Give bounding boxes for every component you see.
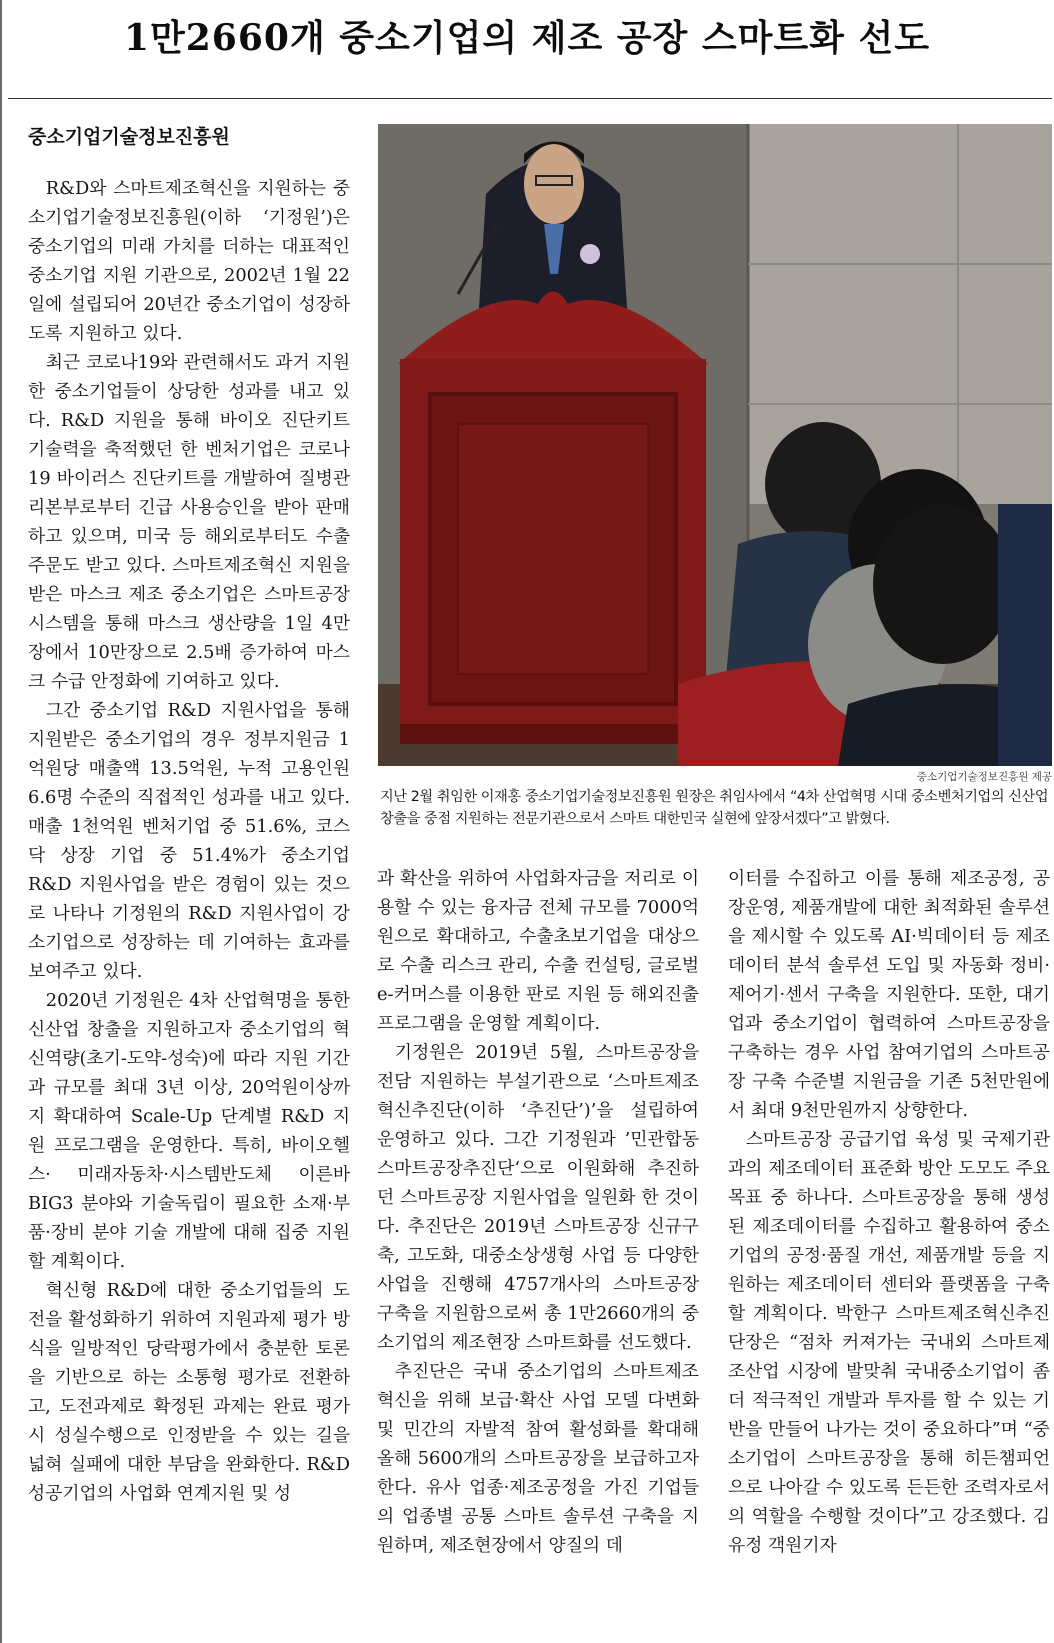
paragraph: 최근 코로나19와 관련해서도 과거 지원한 중소기업들이 상당한 성과를 내고 있다. R&D 지원을 통해 바이오 진단키트 기술력을 축적했던 한 벤처기업은 코로나19 바이러스 진단키트를 개발하여 질병관리본부로부터 긴급 사용승인을 받아 판매하고 있으며, 미국 등 해외로부터도 수출 주문도 받고 있다. 스마트제조혁신 지원을 받은 마스크 제조 중소기업은 스마트공장시스템을 통해 마스크 생산량을 1일 4만장에서 10만장으로 2.5배 증가하여 마스크 수급 안정화에 기여하고 있다. [28,352,350,692]
article-column-1 [28,174,350,1643]
photo-credit: 중소기업기술정보진흥원 제공 [916,771,1052,783]
paragraph: 이터를 수집하고 이를 통해 제조공정, 공장운영, 제품개발에 대한 최적화된 솔루션을 제시할 수 있도록 AI·빅데이터 등 제조데이터 분석 솔루션 도입 및 자동화 정비·제어기·센서 구축을 지원한다. 또한, 대기업과 중소기업이 협력하여 스마트공장을 구축하는 경우 사업 참여기업의 스마트공장 구축 수준별 지원금을 기존 5천만원에서 최대 9천만원까지 상향한다. [728,868,1050,1121]
paragraph: R&D와 스마트제조혁신을 지원하는 중소기업기술정보진흥원(이하 ‘기정원’)은 중소기업의 미래 가치를 더하는 대표적인 중소기업 지원 기관으로, 2002년 1월 22일에 설립되어 20년간 중소기업이 성장하도록 지원하고 있다. [28,178,350,344]
article-column-2 [377,864,699,1643]
article-headline: 1만2660개 중소기업의 제조 공장 스마트화 선도 [123,17,931,59]
speaker-at-podium-image [378,124,1052,766]
paragraph: 2020년 기정원은 4차 산업혁명을 통한 신산업 창출을 지원하고자 중소기업의 혁신역량(초기-도약-성숙)에 따라 지원 기간과 규모를 최대 3년 이상, 20억원이상까지 확대하여 Scale-Up 단계별 R&D 지원 프로그램을 운영한다. 특히, 바이오헬스· 미래자동차·시스템반도체 이른바 BIG3 분야와 기술독립이 필요한 소재·부품·장비 분야 기술 개발에 대해 집중 지원할 계획이다. [28,990,350,1272]
article-byline: 중소기업기술정보진흥원 [28,126,230,148]
paragraph: 스마트공장 공급기업 육성 및 국제기관과의 제조데이터 표준화 방안 도모도 주요 목표 중 하나다. 스마트공장을 통해 생성된 제조데이터를 수집하고 활용하여 중소기업의 공정·품질 개선, 제품개발 등을 지원하는 제조데이터 센터와 플랫폼을 구축할 계획이다. 박한구 스마트제조혁신추진단장은 “점차 커져가는 국내외 스마트제조산업 시장에 발맞춰 국내중소기업이 좀 더 적극적인 개발과 투자를 할 수 있는 기반을 만들어 나가는 것이 중요하다”며 “중소기업이 스마트공장을 통해 히든챔피언으로 나아갈 수 있도록 든든한 조력자로서의 역할을 수행할 것이다”고 강조했다. 김유정 객원기자 [728,1129,1050,1556]
paragraph: 과 확산을 위하여 사업화자금을 저리로 이용할 수 있는 융자금 전체 규모를 7000억원으로 확대하고, 수출초보기업을 대상으로 수출 리스크 관리, 수출 컨설팅, 글로벌 e-커머스를 이용한 판로 지원 등 해외진출 프로그램을 운영할 계획이다. [377,868,699,1034]
headline-divider [8,98,1052,99]
page-left-border [0,0,2,1643]
article-photo [378,124,1052,766]
paragraph: 혁신형 R&D에 대한 중소기업들의 도전을 활성화하기 위하여 지원과제 평가 방식을 일방적인 당락평가에서 충분한 토론을 기반으로 하는 소통형 평가로 전환하고, 도전과제로 확정된 과제는 완료 평가 시 성실수행으로 인정받을 수 있는 길을 넓혀 실패에 대한 부담을 완화한다. R&D성공기업의 사업화 연계지원 및 성 [28,1280,350,1504]
article-column-3 [728,864,1050,1643]
paragraph: 기정원은 2019년 5월, 스마트공장을 전담 지원하는 부설기관으로 ‘스마트제조혁신추진단(이하 ‘추진단’)’을 설립하여 운영하고 있다. 그간 기정원과 ’민관합동스마트공장추진단‘으로 이원화해 추진하던 스마트공장 지원사업을 일원화 한 것이다. 추진단은 2019년 스마트공장 신규구축, 고도화, 대중소상생형 사업 등 다양한 사업을 진행해 4757개사의 스마트공장 구축을 지원함으로써 총 1만2660개의 중소기업의 제조현장 스마트화를 선도했다. [377,1042,699,1353]
photo-caption: 지난 2월 취임한 이재홍 중소기업기술정보진흥원 원장은 취임사에서 “4차 산업혁명 시대 중소벤처기업의 신산업 창출을 중점 지원하는 전문기관으로서 스마트 대한민국 실현에 앞장서겠다”고 밝혔다. [380,789,1049,827]
paragraph: 그간 중소기업 R&D 지원사업을 통해 지원받은 중소기업의 경우 정부지원금 1억원당 매출액 13.5억원, 누적 고용인원 6.6명 수준의 직접적인 성과를 내고 있다. 매출 1천억원 벤처기업 중 51.6%, 코스닥 상장 기업 중 51.4%가 중소기업 R&D 지원사업을 받은 경험이 있는 것으로 나타나 기정원의 R&D 지원사업이 강소기업으로 성장하는 데 기여하는 효과를 보여주고 있다. [28,700,350,982]
paragraph: 추진단은 국내 중소기업의 스마트제조혁신을 위해 보급·확산 사업 모델 다변화 및 민간의 자발적 참여 활성화를 확대해 올해 5600개의 스마트공장을 보급하고자 한다. 유사 업종·제조공정을 가진 기업들의 업종별 공통 스마트 솔루션 구축을 지원하며, 제조현장에서 양질의 데 [377,1361,699,1556]
